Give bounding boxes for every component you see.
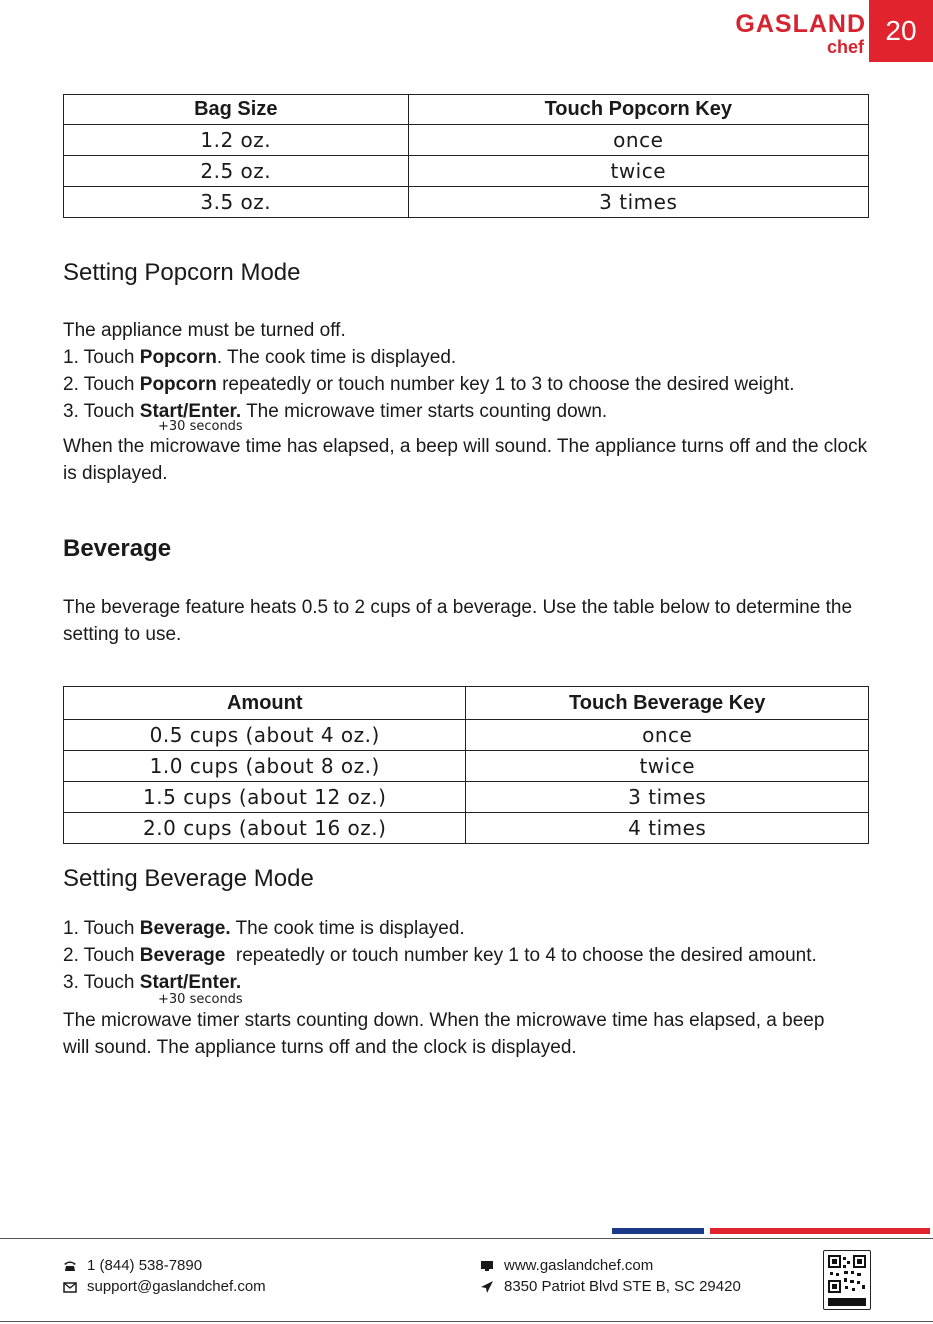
beverage-table: [63, 686, 869, 844]
table-row: [64, 720, 869, 751]
section-intro: The beverage feature heats 0.5 to 2 cups of a beverage. Use the table below to determine the setting to use.: [63, 597, 853, 645]
location-icon: [480, 1280, 494, 1294]
table-cell: 3 times: [466, 782, 869, 813]
brand-sub: chef: [826, 37, 864, 57]
key-name: Beverage.: [139, 918, 231, 939]
page-number: 20: [869, 0, 933, 62]
step-text: repeatedly or touch number key 1 to 3 to choose the desired weight.: [216, 374, 795, 395]
table-cell: 1.5 cups (about 12 oz.): [64, 782, 466, 813]
step-text: The cook time is displayed.: [230, 918, 465, 939]
instruction-outro: When the microwave time has elapsed, a beep will sound. The appliance turns off and the clock is displayed.: [63, 436, 868, 484]
table-cell: 1.2 oz.: [64, 125, 409, 156]
step-text: . The cook time is displayed.: [216, 347, 457, 368]
key-name: Popcorn: [139, 347, 217, 368]
key-name: Popcorn: [139, 374, 217, 395]
table-cell: 0.5 cups (about 4 oz.): [64, 720, 466, 751]
table-header: Bag Size: [64, 95, 409, 125]
step-text: repeatedly or touch number key 1 to 4 to choose the desired amount.: [225, 945, 817, 966]
footer-email: [63, 1278, 266, 1295]
table-header-row: [64, 687, 869, 720]
instruction-step: [63, 374, 795, 396]
brand-name: GASLAND: [735, 10, 866, 38]
step-prefix: 3. Touch: [63, 401, 140, 422]
table-row: [64, 125, 869, 156]
table-cell: 3 times: [408, 187, 868, 218]
instruction-intro: The appliance must be turned off.: [63, 320, 346, 341]
phone-text: 1 (844) 538-7890: [87, 1257, 203, 1274]
section-heading: Beverage: [63, 535, 172, 562]
web-icon: [480, 1259, 494, 1273]
instruction-step: [63, 918, 465, 940]
footer-phone: [63, 1257, 202, 1274]
table-cell: twice: [466, 751, 869, 782]
table-cell: 2.0 cups (about 16 oz.): [64, 813, 466, 844]
key-name: Start/Enter.: [139, 401, 242, 422]
key-name: Start/Enter.: [139, 972, 242, 993]
table-header: Touch Beverage Key: [466, 687, 869, 720]
mail-icon: [63, 1280, 77, 1294]
section-heading: Setting Beverage Mode: [63, 865, 314, 892]
address-text: 8350 Patriot Blvd STE B, SC 29420: [504, 1278, 741, 1295]
instruction-step: [63, 945, 817, 967]
table-cell: 4 times: [466, 813, 869, 844]
table-cell: once: [408, 125, 868, 156]
table-row: [64, 187, 869, 218]
step-prefix: 1. Touch: [63, 918, 140, 939]
step-prefix: 1. Touch: [63, 347, 140, 368]
table-row: [64, 782, 869, 813]
table-header-row: [64, 95, 869, 125]
table-cell: once: [466, 720, 869, 751]
table-header: Touch Popcorn Key: [408, 95, 868, 125]
section-heading: Setting Popcorn Mode: [63, 259, 301, 286]
step-prefix: 3. Touch: [63, 972, 140, 993]
popcorn-table: [63, 94, 869, 218]
email-link[interactable]: support@gaslandchef.com: [87, 1278, 266, 1295]
table-row: [64, 156, 869, 187]
footer-divider: [0, 1238, 933, 1239]
footer-address: [480, 1278, 741, 1295]
brand-logo: [704, 10, 866, 56]
step-prefix: 2. Touch: [63, 374, 140, 395]
qr-code-icon: [823, 1250, 871, 1310]
footer-website: [480, 1257, 653, 1274]
website-link[interactable]: www.gaslandchef.com: [504, 1257, 654, 1274]
accent-bar-red: [710, 1228, 930, 1234]
table-cell: 1.0 cups (about 8 oz.): [64, 751, 466, 782]
step-prefix: 2. Touch: [63, 945, 140, 966]
instruction-step: [63, 347, 456, 369]
time-note: +30 seconds: [158, 992, 243, 1007]
instruction-step: [63, 401, 607, 423]
table-cell: 3.5 oz.: [64, 187, 409, 218]
instruction-outro: The microwave timer starts counting down. When the microwave time has elapsed, a beep will sound. The appliance turns off and the clock is displayed.: [63, 1010, 825, 1058]
table-cell: 2.5 oz.: [64, 156, 409, 187]
phone-icon: [63, 1259, 77, 1273]
instruction-step: [63, 972, 241, 994]
table-row: [64, 813, 869, 844]
time-note: +30 seconds: [158, 419, 243, 434]
table-cell: twice: [408, 156, 868, 187]
footer-bottom-rule: [0, 1321, 933, 1322]
table-header: Amount: [64, 687, 466, 720]
accent-bar-blue: [612, 1228, 704, 1234]
step-text: The microwave timer starts counting down.: [241, 401, 608, 422]
key-name: Beverage: [139, 945, 226, 966]
table-row: [64, 751, 869, 782]
